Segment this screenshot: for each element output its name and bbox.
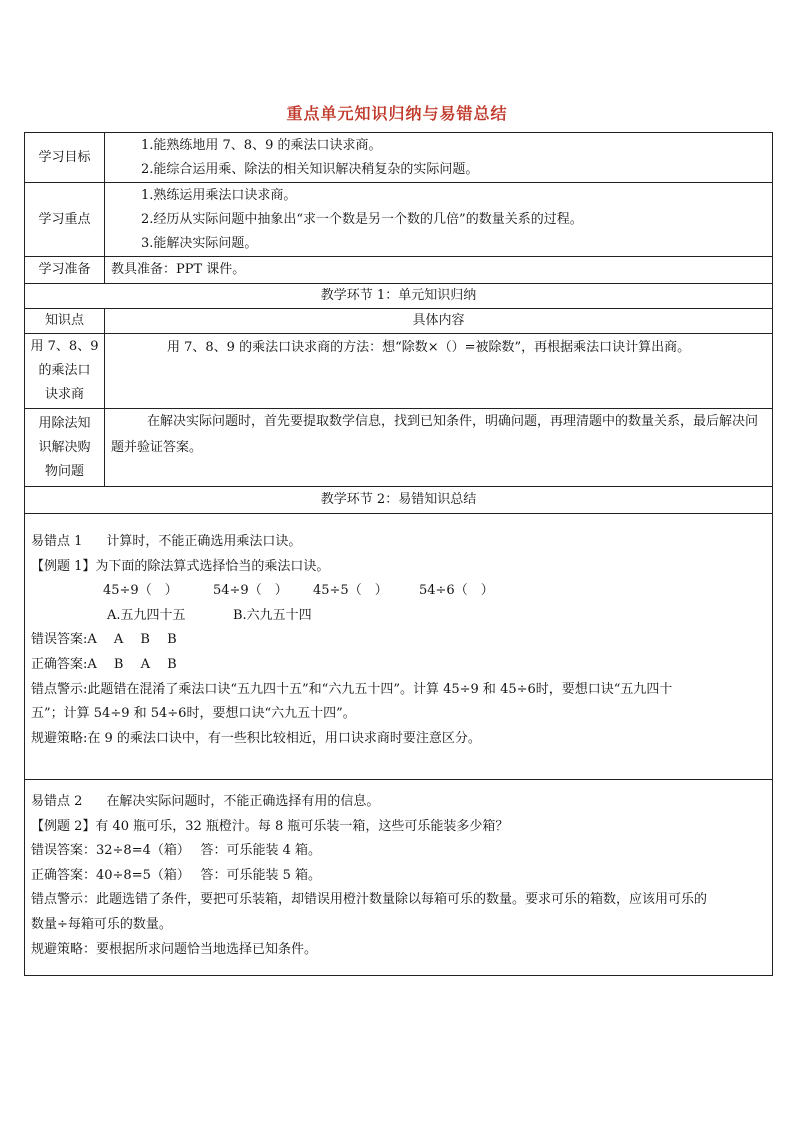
section2-heading: 教学环节 2：易错知识总结 <box>25 487 773 514</box>
knowledge-content: 在解决实际问题时，首先要提取数学信息，找到已知条件，明确问题，再理清题中的数量关系，最后解决问题并验证答案。 <box>105 409 773 487</box>
warning-line: 数量÷每箱可乐的数量。 <box>31 916 172 932</box>
expression: 54÷9（ ） <box>213 583 288 599</box>
right-answer: 正确答案:A B A B <box>31 656 177 672</box>
goal-line: 2.能综合运用乘、除法的相关知识解决稍复杂的实际问题。 <box>141 161 479 177</box>
error-heading-text: 在解决实际问题时，不能正确选择有用的信息。 <box>106 794 380 809</box>
col-header-content: 具体内容 <box>105 309 773 334</box>
example-tag: 【例题 2】 <box>31 818 96 834</box>
option-b: B.六九五十四 <box>233 607 312 623</box>
warning-line: 五”；计算 54÷9 和 54÷6时，要想口诀“六九五十四”。 <box>31 706 356 722</box>
example-text: 为下面的除法算式选择恰当的乘法口诀。 <box>95 558 330 574</box>
expression: 45÷9（ ） <box>103 583 178 599</box>
strategy-line: 规避策略：要根据所求问题恰当地选择已知条件。 <box>31 941 318 957</box>
goals-content <box>105 133 773 183</box>
example-text: 有 40 瓶可乐，32 瓶橙汁。每 8 瓶可乐装一箱，这些可乐能装多少箱？ <box>95 818 509 834</box>
keypoints-row <box>25 183 773 257</box>
error-tag: 易错点 2 <box>31 794 83 809</box>
example-tag: 【例题 1】 <box>31 558 96 574</box>
error-heading <box>31 790 764 815</box>
error-point-1 <box>25 514 773 780</box>
section2-row <box>25 487 773 514</box>
expression-line <box>31 579 764 604</box>
goals-row <box>25 133 773 183</box>
keypoints-content <box>105 183 773 257</box>
goal-line: 1.能熟练地用 7、8、9 的乘法口诀求商。 <box>141 137 382 153</box>
goals-label: 学习目标 <box>25 133 105 183</box>
expression: 54÷6（ ） <box>419 583 494 599</box>
knowledge-label-line: 物问题 <box>44 463 84 479</box>
warning-line: 错点警示:此题错在混淆了乘法口诀“五九四十五”和“六九五十四”。计算 45÷9 和 45÷6时，要想口诀“五九四十 <box>31 681 673 697</box>
knowledge-label-line: 用除法知 <box>38 415 91 431</box>
knowledge-row <box>25 334 773 409</box>
col-header-knowledge: 知识点 <box>25 309 105 334</box>
error-tag: 易错点 1 <box>31 534 83 549</box>
lesson-table <box>24 132 773 976</box>
page-title: 重点单元知识归纳与易错总结 <box>286 104 508 123</box>
right-answer: 正确答案：40÷8=5（箱） 答：可乐能装 5 箱。 <box>31 867 322 883</box>
error-point-row <box>25 514 773 780</box>
section1-row <box>25 284 773 309</box>
prep-row <box>25 257 773 284</box>
keypoints-label: 学习重点 <box>25 183 105 257</box>
prep-content: 教具准备：PPT 课件。 <box>105 257 773 284</box>
knowledge-label-line: 的乘法口 <box>38 363 91 378</box>
error-heading <box>31 530 764 555</box>
warning-line: 错点警示：此题选错了条件，要把可乐装箱，却错误用橙汁数量除以每箱可乐的数量。要求可乐的箱数，应该用可乐的 <box>31 892 708 908</box>
knowledge-label <box>25 334 105 409</box>
knowledge-label-line: 用 7、8、9 <box>30 339 99 354</box>
column-header-row <box>25 309 773 334</box>
section1-heading: 教学环节 1：单元知识归纳 <box>25 284 773 309</box>
knowledge-label-line: 识解决购 <box>38 439 91 455</box>
options-line <box>31 604 764 629</box>
option-a: A.五九四十五 <box>107 607 186 623</box>
example-line <box>31 815 764 840</box>
knowledge-label-line: 诀求商 <box>44 387 84 402</box>
wrong-answer: 错误答案：32÷8=4（箱） 答：可乐能装 4 箱。 <box>31 843 322 859</box>
error-point-row <box>25 780 773 976</box>
expression: 45÷5（ ） <box>313 583 388 599</box>
strategy-line: 规避策略:在 9 的乘法口诀中，有一些积比较相近，用口诀求商时要注意区分。 <box>31 730 481 746</box>
knowledge-content: 用 7、8、9 的乘法口诀求商的方法：想“除数×（）=被除数”，再根据乘法口诀计算出商。 <box>105 334 773 409</box>
error-heading-text: 计算时，不能正确选用乘法口诀。 <box>106 534 302 549</box>
wrong-answer: 错误答案:A A B B <box>31 632 177 648</box>
keypoint-line: 3.能解决实际问题。 <box>141 235 258 251</box>
keypoint-line: 2.经历从实际问题中抽象出“求一个数是另一个数的几倍”的数量关系的过程。 <box>141 211 583 227</box>
knowledge-row <box>25 409 773 487</box>
keypoint-line: 1.熟练运用乘法口诀求商。 <box>141 187 297 203</box>
knowledge-label <box>25 409 105 487</box>
error-point-2 <box>25 780 773 976</box>
prep-label: 学习准备 <box>25 257 105 284</box>
example-line <box>31 555 764 580</box>
